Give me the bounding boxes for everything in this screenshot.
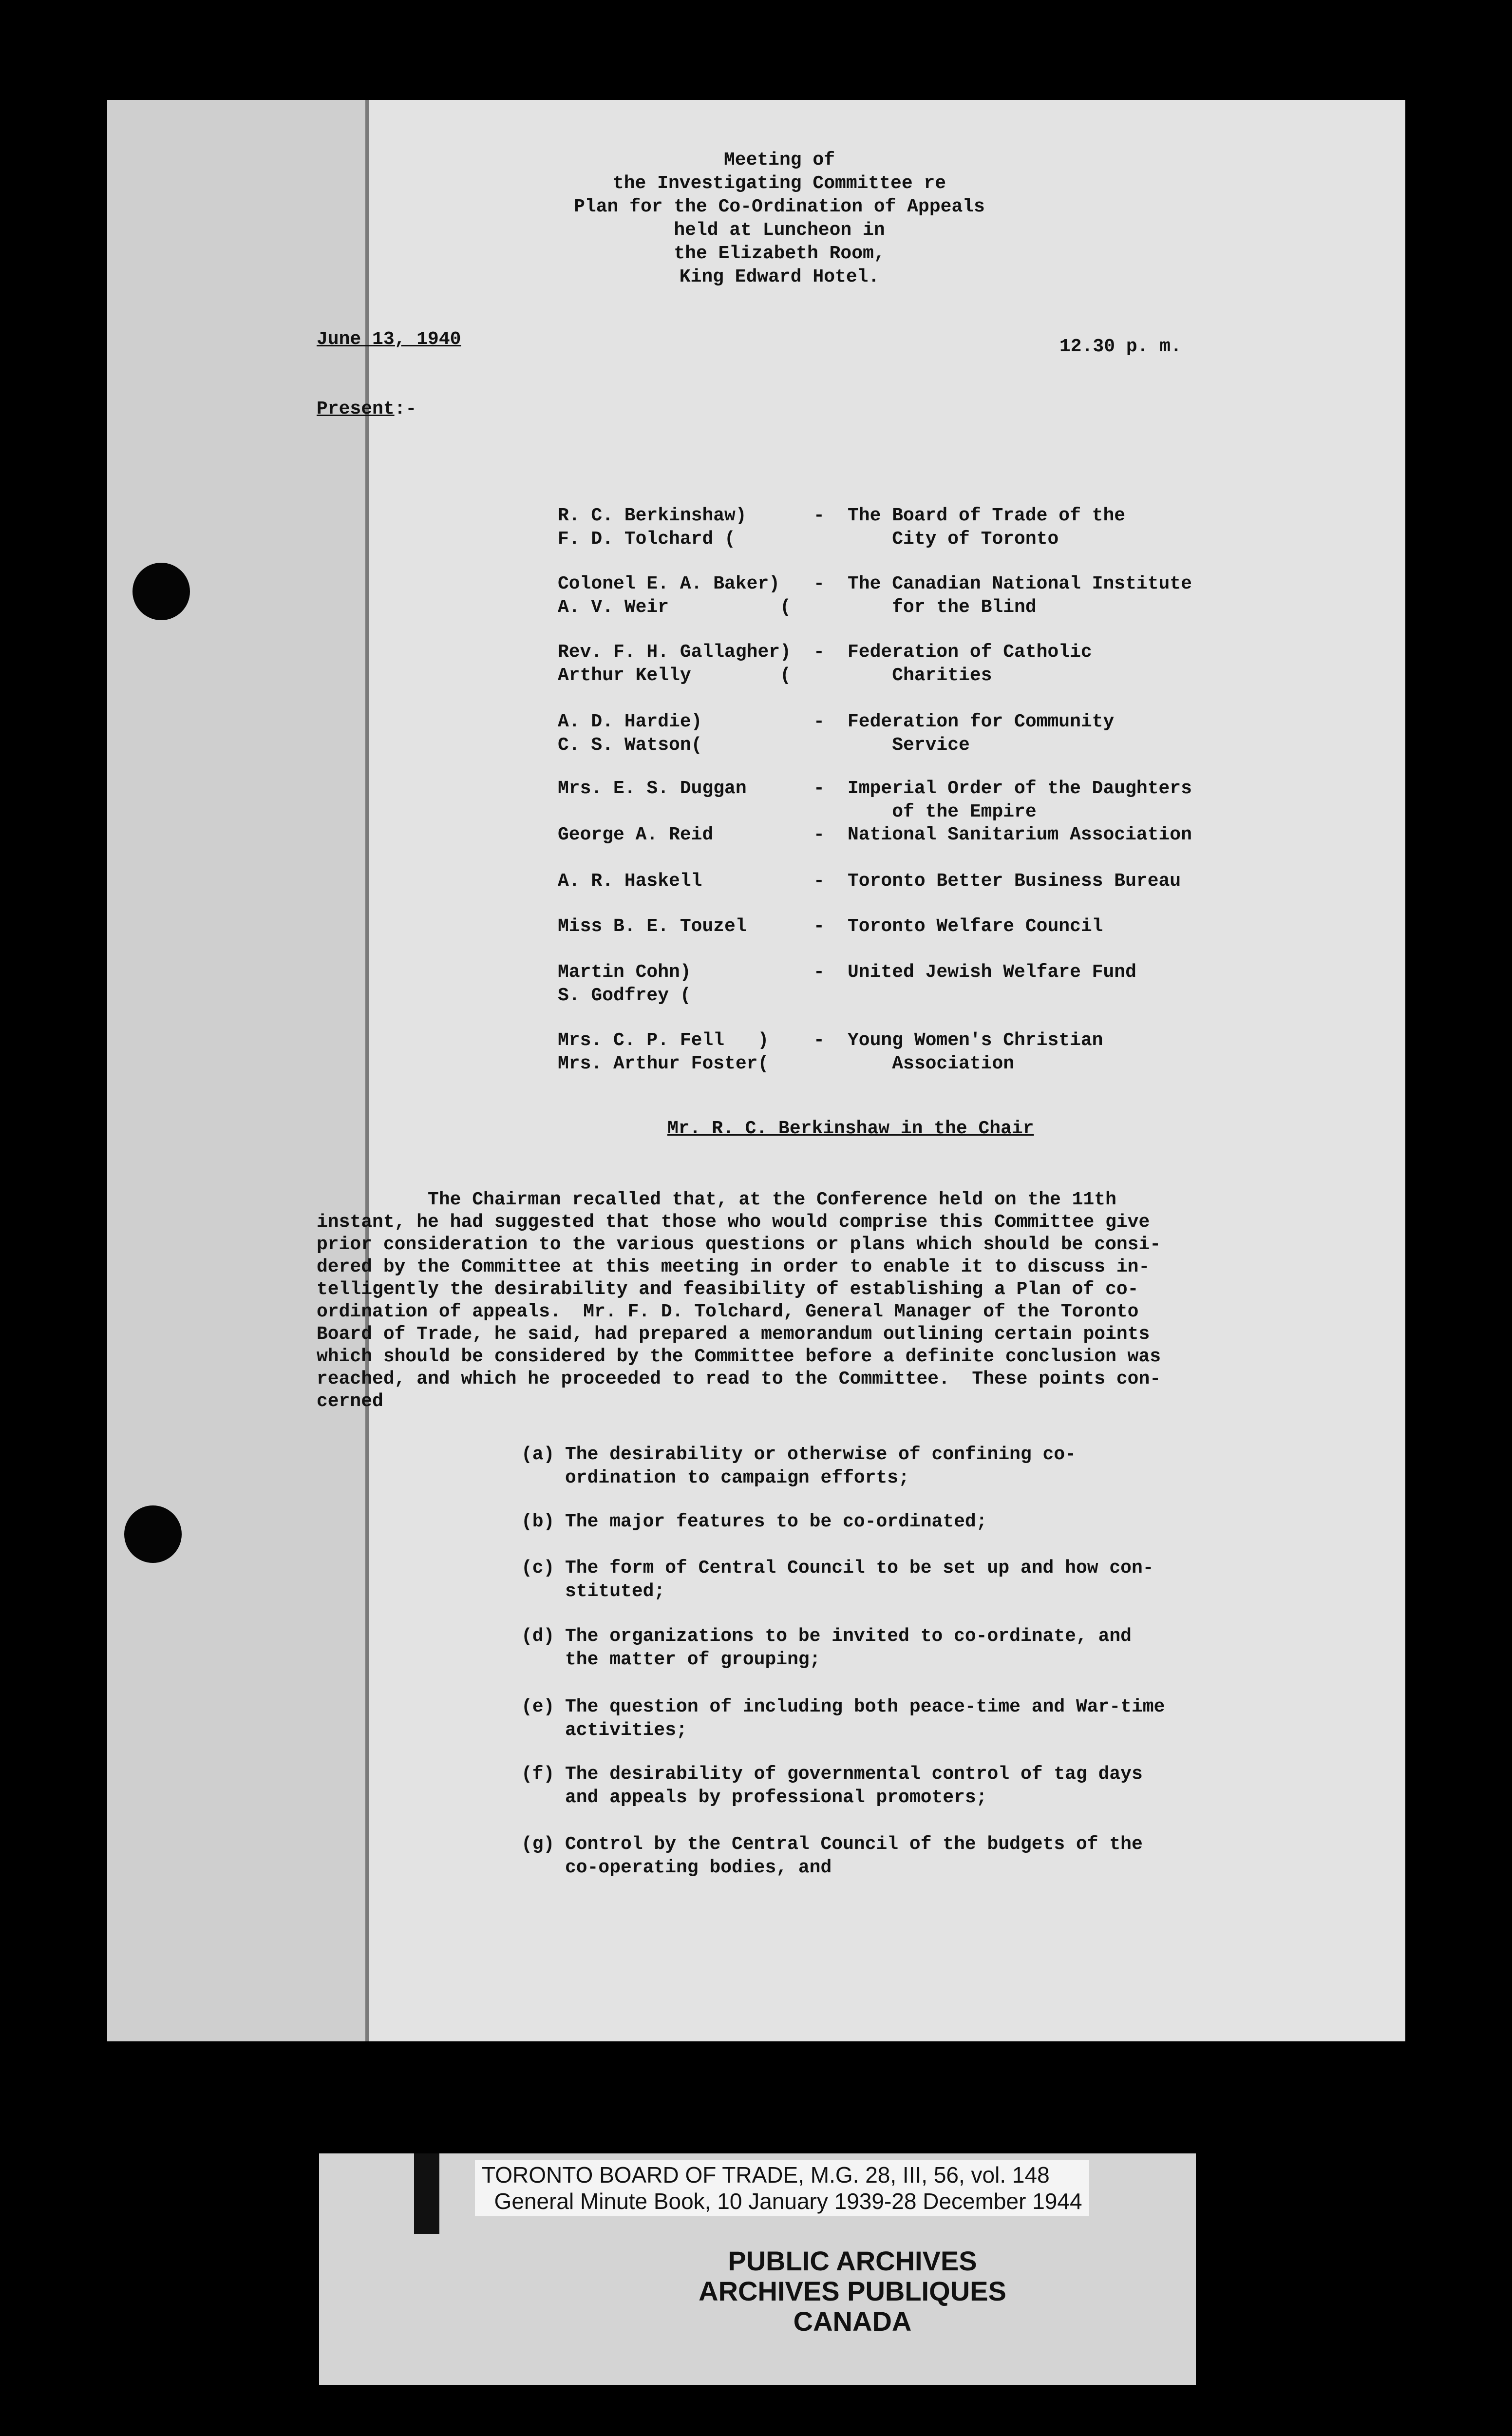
list-item-label: (e) <box>521 1696 555 1717</box>
attendee-org: Federation of Catholic <box>848 642 1092 663</box>
attendee-dash: - <box>813 505 825 526</box>
paragraph-line: prior consideration to the various questions or plans which should be consi- <box>317 1234 1161 1255</box>
minutes-paragraph <box>317 1189 1315 1413</box>
attendee-org: Imperial Order of the Daughters <box>848 778 1192 799</box>
attendee-dash: - <box>813 824 825 845</box>
attendee-name: George A. Reid <box>558 824 714 845</box>
attendee-name: C. S. Watson( <box>558 735 702 756</box>
archives-institution <box>609 2246 1096 2337</box>
attendee-org: City of Toronto <box>848 529 1059 550</box>
attendee-org: Young Women's Christian <box>848 1030 1103 1051</box>
institution-line: CANADA <box>793 2306 912 2337</box>
meeting-heading <box>536 149 1023 289</box>
paragraph-line: telligently the desirability and feasibility of establishing a Plan of co- <box>317 1279 1139 1300</box>
list-item-text: activities; <box>565 1720 687 1741</box>
paragraph-line: instant, he had suggested that those who would comprise this Committee give <box>317 1212 1150 1233</box>
label-notch <box>414 2153 439 2234</box>
list-item <box>521 1557 1154 1603</box>
list-item-text: The major features to be co-ordinated; <box>565 1511 987 1532</box>
attendee-dash: - <box>813 711 825 732</box>
attendee-org: Toronto Better Business Bureau <box>848 871 1181 892</box>
list-item-text: The question of including both peace-time and War-time <box>565 1696 1165 1717</box>
archive-reference <box>475 2160 1089 2216</box>
attendee-dash: - <box>813 642 825 663</box>
list-item <box>521 1763 1143 1809</box>
list-item-label: (f) <box>521 1764 555 1785</box>
attendee-name: A. D. Hardie) <box>558 711 702 732</box>
list-item <box>521 1695 1165 1742</box>
attendee-name: Miss B. E. Touzel <box>558 916 747 937</box>
heading-line: the Elizabeth Room, <box>674 243 885 264</box>
attendee-name: Colonel E. A. Baker) <box>558 573 780 594</box>
paragraph-line: The Chairman recalled that, at the Conference held on the 11th <box>317 1189 1116 1210</box>
heading-line: held at Luncheon in <box>674 220 885 241</box>
punch-hole-icon <box>132 563 190 620</box>
attendee-name: R. C. Berkinshaw) <box>558 505 747 526</box>
list-item-text: The desirability or otherwise of confining co- <box>565 1444 1076 1465</box>
list-item-label: (a) <box>521 1444 555 1465</box>
reference-line: TORONTO BOARD OF TRADE, M.G. 28, III, 56, vol. 148 <box>482 2162 1050 2188</box>
list-item <box>521 1833 1143 1880</box>
present-label <box>317 399 416 419</box>
paragraph-line: which should be considered by the Committee before a definite conclusion was <box>317 1346 1161 1367</box>
attendee-name: A. R. Haskell <box>558 871 702 892</box>
present-word: Present <box>317 399 395 419</box>
institution-line: ARCHIVES PUBLIQUES <box>699 2276 1006 2306</box>
list-item <box>521 1510 987 1534</box>
list-item <box>521 1443 1076 1490</box>
list-item-label: (g) <box>521 1834 555 1855</box>
list-item-text: Control by the Central Council of the budgets of the <box>565 1834 1143 1855</box>
attendee-dash: - <box>813 1030 825 1051</box>
list-item-text: The organizations to be invited to co-ordinate, and <box>565 1626 1132 1647</box>
chair-line: Mr. R. C. Berkinshaw in the Chair <box>667 1118 1034 1139</box>
list-item-text: and appeals by professional promoters; <box>565 1787 987 1808</box>
attendee-name: Martin Cohn) <box>558 962 691 983</box>
attendee-org: National Sanitarium Association <box>848 824 1192 845</box>
list-item-text: stituted; <box>565 1581 665 1602</box>
attendee-org: Association <box>848 1053 1015 1074</box>
attendee-name: Rev. F. H. Gallagher) <box>558 642 791 663</box>
list-item-text: ordination to campaign efforts; <box>565 1467 909 1488</box>
heading-line: Plan for the Co-Ordination of Appeals <box>574 196 985 217</box>
list-item-label: (d) <box>521 1626 555 1647</box>
attendee-name: A. V. Weir ( <box>558 597 791 618</box>
reference-line: General Minute Book, 10 January 1939-28 December 1944 <box>482 2189 1082 2214</box>
attendee-org: of the Empire <box>848 801 1037 822</box>
institution-line: PUBLIC ARCHIVES <box>728 2246 977 2276</box>
list-item-label: (c) <box>521 1558 555 1579</box>
attendee-name: S. Godfrey ( <box>558 985 691 1006</box>
list-item-text: co-operating bodies, and <box>565 1857 832 1878</box>
list-item-text: the matter of grouping; <box>565 1649 821 1670</box>
attendee-name: Mrs. E. S. Duggan <box>558 778 747 799</box>
attendee-name: Mrs. Arthur Foster( <box>558 1053 769 1074</box>
attendee-org: Federation for Community <box>848 711 1115 732</box>
punch-hole-icon <box>124 1505 182 1563</box>
attendee-dash: - <box>813 962 825 983</box>
attendee-name: Arthur Kelly ( <box>558 665 791 686</box>
list-item-text: The desirability of governmental control of tag days <box>565 1764 1143 1785</box>
paragraph-line: ordination of appeals. Mr. F. D. Tolchard, General Manager of the Toronto <box>317 1301 1139 1322</box>
heading-line: Meeting of <box>723 150 835 171</box>
attendee-org: Charities <box>848 665 992 686</box>
attendee-dash: - <box>813 871 825 892</box>
paragraph-line: reached, and which he proceeded to read to the Committee. These points con- <box>317 1369 1161 1389</box>
attendee-name: Mrs. C. P. Fell ) <box>558 1030 769 1051</box>
heading-line: King Edward Hotel. <box>679 266 880 287</box>
meeting-date: June 13, 1940 <box>317 329 461 350</box>
attendee-org: The Board of Trade of the <box>848 505 1126 526</box>
meeting-time: 12.30 p. m. <box>1059 336 1182 357</box>
list-item <box>521 1625 1132 1672</box>
list-item-text: The form of Central Council to be set up and how con- <box>565 1558 1154 1579</box>
attendee-org: United Jewish Welfare Fund <box>848 962 1136 983</box>
paragraph-line: cerned <box>317 1391 383 1412</box>
margin-rule <box>365 100 369 2041</box>
attendee-org: Toronto Welfare Council <box>848 916 1103 937</box>
heading-line: the Investigating Committee re <box>612 173 946 194</box>
present-suffix: :- <box>394 399 417 419</box>
page-margin-strip <box>107 100 365 2041</box>
attendee-org: for the Blind <box>848 597 1037 618</box>
attendee-dash: - <box>813 778 825 799</box>
attendee-name: F. D. Tolchard ( <box>558 529 736 550</box>
attendee-org: The Canadian National Institute <box>848 573 1192 594</box>
attendee-dash: - <box>813 573 825 594</box>
paragraph-line: Board of Trade, he said, had prepared a memorandum outlining certain points <box>317 1324 1150 1345</box>
attendee-org: Service <box>848 735 970 756</box>
paragraph-line: dered by the Committee at this meeting in order to enable it to discuss in- <box>317 1256 1150 1277</box>
list-item-label: (b) <box>521 1511 555 1532</box>
attendee-dash: - <box>813 916 825 937</box>
